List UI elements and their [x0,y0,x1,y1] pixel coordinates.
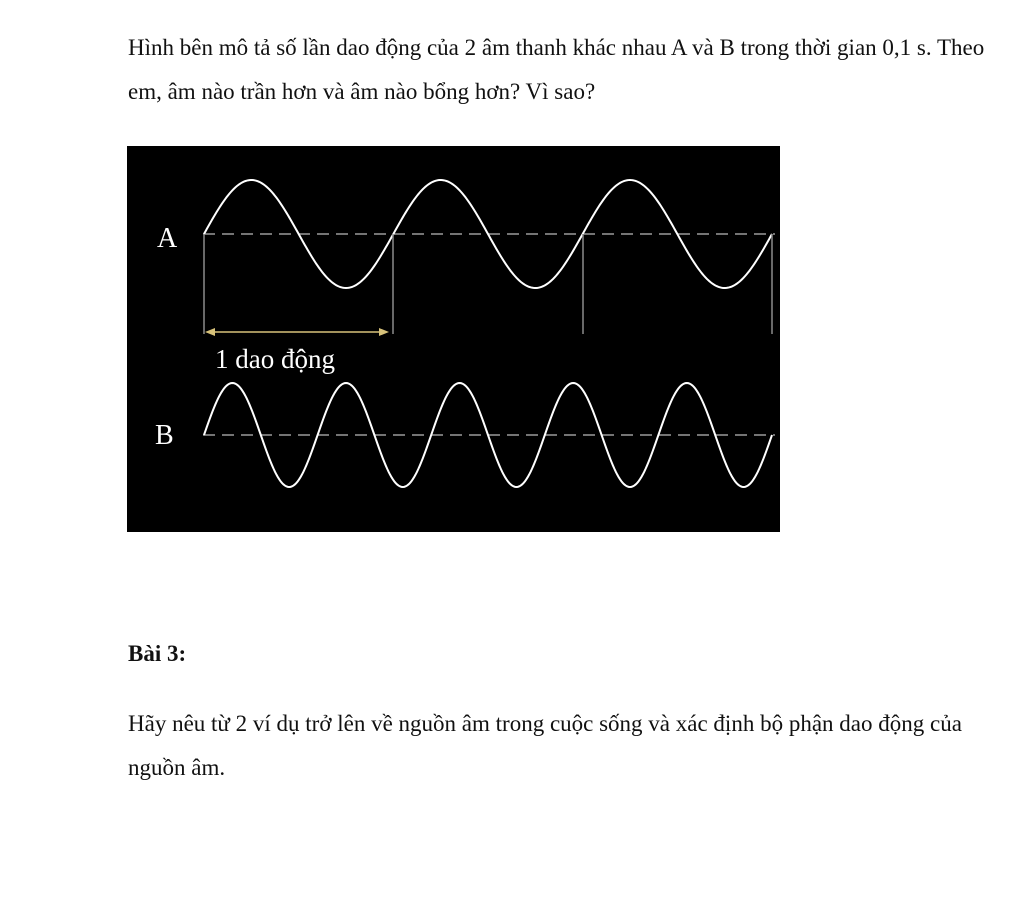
exercise-3-heading: Bài 3: [128,641,187,666]
wave-comparison-figure [127,146,780,532]
wave-b-label: B [155,420,174,451]
wave-diagram [127,146,780,532]
exercise-3-question: Hãy nêu từ 2 ví dụ trở lên về nguồn âm trong cuộc sống và xác định bộ phận dao động của nguồn âm. [128,711,962,780]
wave-a-label: A [157,223,178,254]
one-cycle-arrow [205,328,389,336]
one-cycle-label: 1 dao động [215,344,335,374]
exercise-2-question: Hình bên mô tả số lần dao động của 2 âm thanh khác nhau A và B trong thời gian 0,1 s. Theo em, âm nào trần hơn và âm nào bổng hơn? Vì sao? [128,35,985,104]
